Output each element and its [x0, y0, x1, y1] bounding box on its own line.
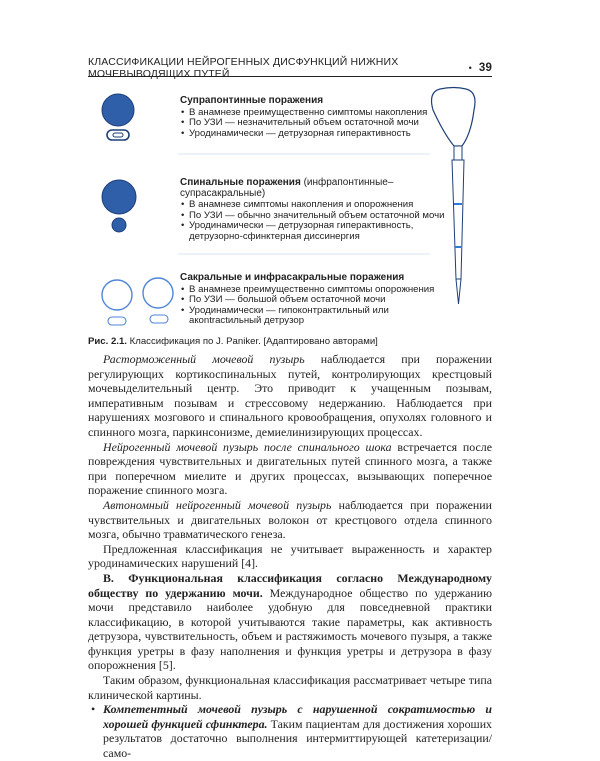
bladder-open-icon-2 [143, 278, 173, 308]
paragraph: Таким образом, функциональная классификация рассматривает четыре типа клинической картины. [88, 673, 492, 702]
group-spinal [180, 178, 450, 243]
caption-label: Рис. 2.1. [88, 336, 127, 347]
running-head-separator: • [468, 63, 472, 73]
group-bullet: • По УЗИ — незначительный объем остаточной мочи [189, 118, 450, 129]
paragraph: Нейрогенный мочевой пузырь после спинального шока встречается после повреждения чувствительных и двигательных путей спинного мозга, а также при поперечном миелите и других процессах, вызывающих поперечное поражение спинного мозга. [88, 439, 492, 498]
group-bullet: • В анамнезе симптомы накопления и опорожнения [189, 200, 450, 211]
group-bullet: • В анамнезе преимущественно симптомы опорожнения [189, 285, 450, 296]
body-text [88, 352, 492, 761]
group-sacral [180, 273, 450, 327]
group-bullet: • В анамнезе преимущественно симптомы накопления [189, 108, 450, 119]
group-bullet: • Уродинамически — гипоконтрактильный или [189, 306, 450, 317]
group-suprapontine [180, 96, 450, 139]
paragraph: Автономный нейрогенный мочевой пузырь наблюдается при поражении чувствительных и двигательных волокон от крестцового отдела спинного мозга, обычно травматического генеза. [88, 497, 492, 542]
group-bullet: • По УЗИ — большой объем остаточной мочи [189, 295, 450, 306]
bladder-large-icon [102, 180, 136, 214]
figure-caption [88, 336, 492, 347]
group-title: Сакральные и инфрасакральные поражения [180, 272, 405, 283]
sphincter-open-icon-2 [150, 315, 168, 323]
bladder-open-icon [102, 280, 132, 310]
group-title: Супрапонтинные поражения [180, 95, 324, 106]
sphincter-open-icon [108, 317, 126, 325]
caption-text: Классификация по J. Paniker. [Адаптировано авторами] [126, 336, 378, 347]
spinal-cord-icon [452, 160, 464, 279]
group-bullet-continuation: акontractильный детрузор [189, 315, 305, 327]
running-title: КЛАССИФИКАЦИИ НЕЙРОГЕННЫХ ДИСФУНКЦИЙ НИЖНИХ МОЧЕВЫВОДЯЩИХ ПУТЕЙ [88, 56, 399, 80]
paragraph: В. Функциональная классификация согласно Международному обществу по удержанию мочи. Международное общество по удержанию мочи представило наиболее удобную для повседневной практики классификацию, в которой учитываются такие параметры, как активность детрузора, чувствительность, объем и растяжимость мочевого пузыря, а также функция уретры в фазу наполнения и функция уретры и детрузора в фазу опорожнения [5]. [88, 570, 492, 673]
bullet-paragraph: • Компетентный мочевой пузырь с нарушенной сократимостью и хорошей функцией сфинктера. Таким пациентам для достижения хороших результатов достаточно выполнения интермиттирующей катетеризации/само- [91, 702, 492, 761]
bladder-full-icon [102, 94, 134, 126]
running-head [88, 56, 492, 80]
paragraph: Расторможенный мочевой пузырь наблюдается при поражении регулирующих кортикоспинальных путей, контролирующих крестцовый мочевыделительный центр. Это приводит к учащенным позывам, императивным позывам и стрессовому недержанию. Наблюдается при нарушениях мозгового и спинального кровообращения, опухолях головного и спинного мозга, паркинсонизме, демиелинизирующих процессах. [88, 352, 492, 439]
group-bullet-continuation: детрузорно-сфинктерная диссинергия [189, 230, 360, 242]
group-bullet: • По УЗИ — обычно значительный объем остаточной мочи [189, 211, 450, 222]
group-bullet: • Уродинамически — детрузорная гиперактивность [189, 129, 450, 140]
group-title: Спинальные поражения (инфрапонтинные–супрасакральные) [180, 177, 394, 199]
sphincter-hole-icon [113, 133, 123, 137]
conus-icon [456, 279, 461, 304]
sphincter-contracted-icon [112, 218, 126, 232]
cervical-segment-icon [454, 146, 462, 160]
figure-2-1 [88, 84, 492, 354]
page-number: 39 [478, 62, 492, 74]
paragraph: Предложенная классификация не учитывает выраженность и характер уродинамических нарушений [4]. [88, 541, 492, 571]
group-bullet: • Уродинамически — детрузорная гиперактивность, [189, 221, 450, 232]
